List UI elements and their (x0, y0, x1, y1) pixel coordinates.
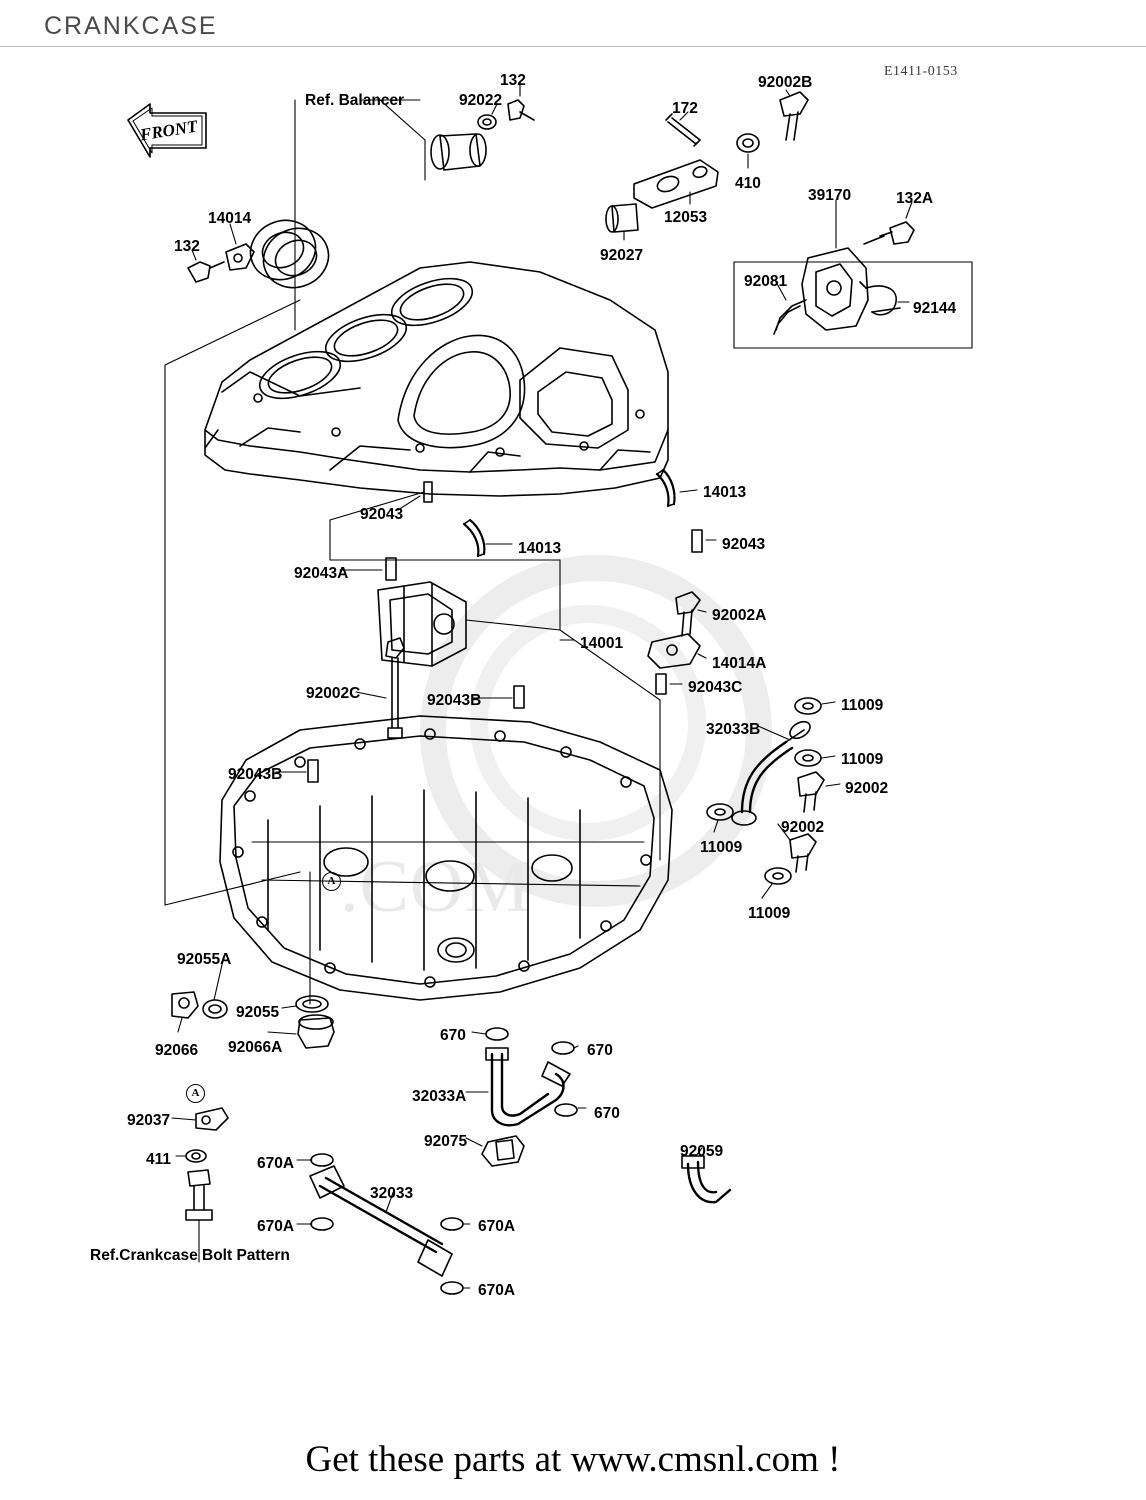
callout-132-top: 132 (500, 72, 526, 89)
callout-670-b: 670 (587, 1042, 613, 1059)
callout-92022: 92022 (459, 92, 503, 109)
callout-11009-a: 11009 (841, 697, 884, 714)
callout-92043a: 92043A (294, 565, 349, 582)
callout-32033a: 32033A (412, 1088, 467, 1105)
callout-92027: 92027 (600, 247, 644, 264)
callout-172: 172 (672, 100, 698, 117)
marker-a-lower: A (186, 1084, 205, 1103)
header-divider (0, 46, 1146, 47)
callout-92002-a: 92002 (845, 780, 889, 797)
callout-670-c: 670 (594, 1105, 620, 1122)
callout-92055a: 92055A (177, 951, 232, 968)
callout-92002b: 92002B (758, 74, 813, 91)
callout-670a-d: 670A (478, 1282, 516, 1299)
callout-670a-b: 670A (257, 1218, 295, 1235)
callout-92075: 92075 (424, 1133, 468, 1150)
callout-670a-c: 670A (478, 1218, 516, 1235)
callout-32033: 32033 (370, 1185, 414, 1202)
callout-92043b-mid: 92043B (427, 692, 482, 709)
callout-11009-d: 11009 (748, 905, 791, 922)
callout-14001: 14001 (580, 635, 624, 652)
callout-12053: 12053 (664, 209, 708, 226)
callout-92002a: 92002A (712, 607, 767, 624)
callout-92002-b: 92002 (781, 819, 825, 836)
callout-92043-left: 92043 (360, 506, 404, 523)
diagram-code: E1411-0153 (884, 64, 958, 79)
watermark-text: .COM (340, 846, 532, 928)
callout-ref-balancer: Ref. Balancer (305, 92, 405, 109)
callout-132-left: 132 (174, 238, 200, 255)
callout-92002c: 92002C (306, 685, 361, 702)
callout-32033b: 32033B (706, 721, 761, 738)
callout-92059: 92059 (680, 1143, 724, 1160)
callout-11009-b: 11009 (841, 751, 884, 768)
callout-39170: 39170 (808, 187, 852, 204)
callout-92037: 92037 (127, 1112, 171, 1129)
front-direction-badge (120, 100, 212, 162)
callout-14014a: 14014A (712, 655, 767, 672)
callout-14013-right: 14013 (703, 484, 747, 501)
callout-92043b-left: 92043B (228, 766, 283, 783)
footer-cta[interactable]: Get these parts at www.cmsnl.com ! (305, 1439, 841, 1480)
callout-11009-c: 11009 (700, 839, 743, 856)
callout-92066: 92066 (155, 1042, 199, 1059)
callout-411: 411 (146, 1151, 172, 1168)
callout-132a: 132A (896, 190, 934, 207)
callout-14013-mid: 14013 (518, 540, 562, 557)
callout-670a-a: 670A (257, 1155, 295, 1172)
callout-92055: 92055 (236, 1004, 280, 1021)
callout-14014: 14014 (208, 210, 252, 227)
front-badge-label: FRONT (138, 116, 199, 145)
page-title: CRANKCASE (44, 12, 218, 40)
callout-92043-right: 92043 (722, 536, 766, 553)
callout-92144: 92144 (913, 300, 957, 317)
callout-92066a: 92066A (228, 1039, 283, 1056)
callout-92081: 92081 (744, 273, 788, 290)
callout-410: 410 (735, 175, 761, 192)
callout-ref-crankcase-bolt-pattern: Ref.Crankcase Bolt Pattern (90, 1247, 290, 1264)
callout-92043c: 92043C (688, 679, 743, 696)
marker-a-upper: A (322, 872, 341, 891)
callout-670-a: 670 (440, 1027, 466, 1044)
